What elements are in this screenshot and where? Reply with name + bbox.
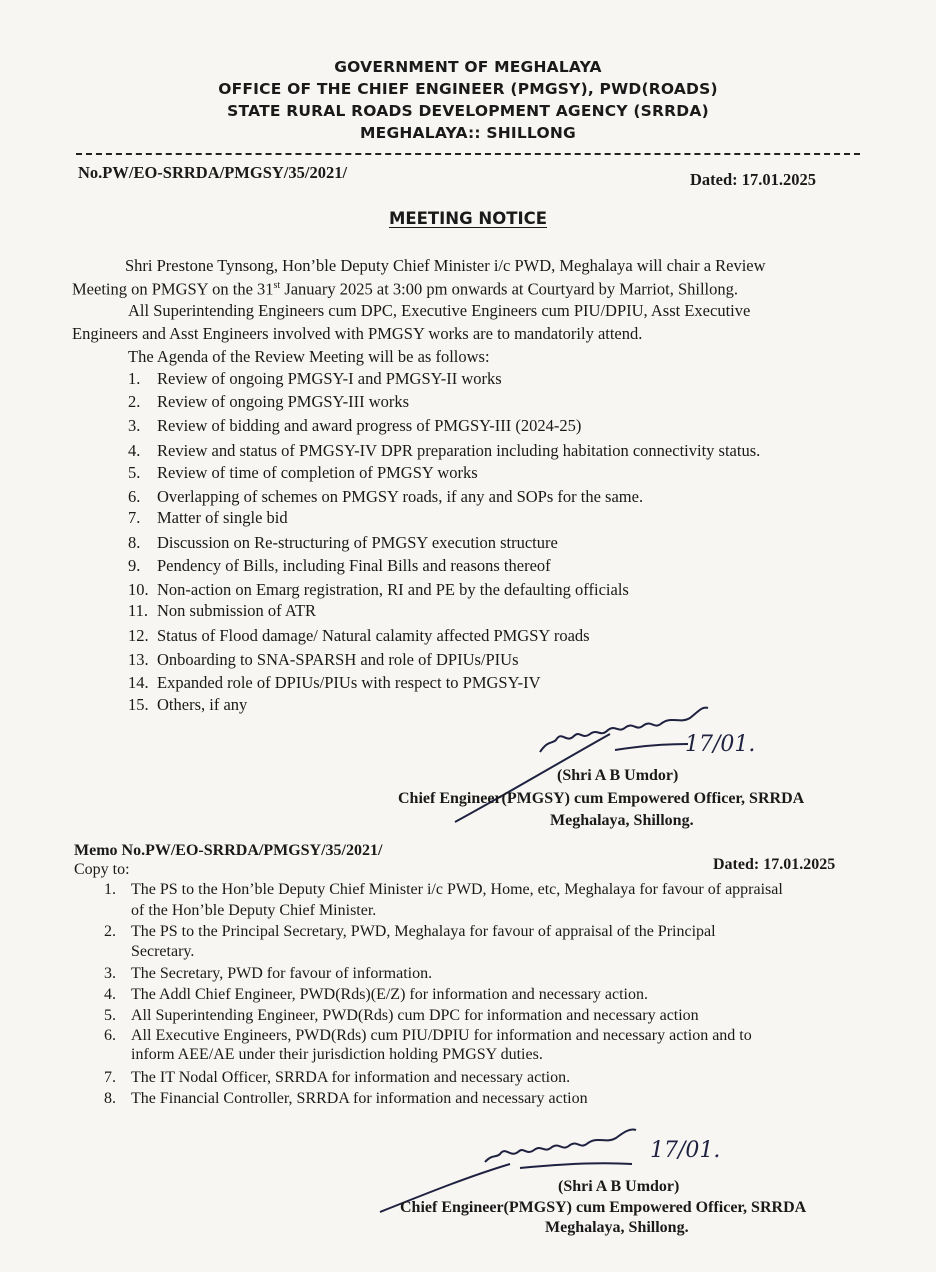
agenda-item: 6. Overlapping of schemes on PMGSY roads, if any and SOPs for the same. bbox=[128, 487, 644, 506]
para2-line1: All Superintending Engineers cum DPC, Executive Engineers cum PIU/DPIU, Asst Executive bbox=[128, 301, 751, 320]
agenda-item: 4. Review and status of PMGSY-IV DPR preparation including habitation connectivity status. bbox=[128, 441, 761, 460]
agenda-item: 9. Pendency of Bills, including Final Bills and reasons thereof bbox=[128, 556, 551, 575]
signature-image bbox=[440, 700, 780, 830]
memo-signature-date-handwritten: 17/01. bbox=[650, 1138, 721, 1163]
signatory-location: Meghalaya, Shillong. bbox=[550, 812, 694, 829]
header-office: OFFICE OF THE CHIEF ENGINEER (PMGSY), PWD(ROADS) bbox=[218, 80, 718, 98]
signature-date-handwritten: 17/01. bbox=[685, 732, 756, 757]
header-location: MEGHALAYA:: SHILLONG bbox=[360, 124, 576, 142]
para1-line2: Meeting on PMGSY on the 31st January 2025 at 3:00 pm onwards at Courtyard by Marriot, Shillong. bbox=[72, 279, 738, 299]
notice-title: MEETING NOTICE bbox=[388, 209, 548, 228]
agenda-item: 14. Expanded role of DPIUs/PIUs with respect to PMGSY-IV bbox=[128, 673, 541, 692]
memo-date: Dated: 17.01.2025 bbox=[713, 856, 836, 873]
para1-line1: Shri Prestone Tynsong, Hon’ble Deputy Chief Minister i/c PWD, Meghalaya will chair a Review bbox=[125, 256, 766, 275]
agenda-item: 7. Matter of single bid bbox=[128, 508, 288, 527]
memo-signatory-location: Meghalaya, Shillong. bbox=[545, 1219, 689, 1236]
agenda-item: 15. Others, if any bbox=[128, 695, 248, 714]
agenda-item: 2. Review of ongoing PMGSY-III works bbox=[128, 392, 410, 411]
header-agency: STATE RURAL ROADS DEVELOPMENT AGENCY (SRRDA) bbox=[227, 102, 709, 120]
memo-ref-number: Memo No.PW/EO-SRRDA/PMGSY/35/2021/ bbox=[74, 842, 383, 859]
memo-signatory-designation: Chief Engineer(PMGSY) cum Empowered Officer, SRRDA bbox=[400, 1199, 807, 1216]
signatory-name: (Shri A B Umdor) bbox=[557, 767, 679, 784]
agenda-item: 8. Discussion on Re-structuring of PMGSY execution structure bbox=[128, 533, 558, 552]
agenda-item: 12. Status of Flood damage/ Natural calamity affected PMGSY roads bbox=[128, 626, 590, 645]
signatory-designation: Chief Engineer(PMGSY) cum Empowered Officer, SRRDA bbox=[398, 790, 805, 807]
agenda-item: 13. Onboarding to SNA-SPARSH and role of DPIUs/PIUs bbox=[128, 650, 519, 669]
agenda-item: 10. Non-action on Emarg registration, RI and PE by the defaulting officials bbox=[128, 580, 629, 599]
para2-line2: Engineers and Asst Engineers involved with PMGSY works are to mandatorily attend. bbox=[72, 324, 643, 343]
memo-signatory-name: (Shri A B Umdor) bbox=[558, 1178, 680, 1195]
notice-ref-number: No.PW/EO-SRRDA/PMGSY/35/2021/ bbox=[78, 163, 348, 182]
agenda-item: 11. Non submission of ATR bbox=[128, 601, 317, 620]
agenda-item: 3. Review of bidding and award progress of PMGSY-III (2024-25) bbox=[128, 416, 582, 435]
agenda-item: 1. Review of ongoing PMGSY-I and PMGSY-II works bbox=[128, 369, 502, 388]
agenda-item: 5. Review of time of completion of PMGSY works bbox=[128, 463, 478, 482]
document-page: GOVERNMENT OF MEGHALAYA OFFICE OF THE CHIEF ENGINEER (PMGSY), PWD(ROADS) STATE RURAL ROADS DEVELOPMENT AGENCY (SRRDA) MEGHALAYA:: SHILLONG No.PW/EO-SRRDA/PMGSY/35/2021/ Dated: 17.01.2025 MEETING NOTICE Shri Prestone Tynsong, Hon’ble Deputy Chief Minister i/c PWD, Meghalaya will chair a Review Meeting on PMGSY on the 31st January 2025 at 3:00 pm onwards at Courtyard by Marriot, Shillong. All Superintending Engineers cum DPC, Executive Engineers cum PIU/DPIU, Asst Executive Engineers and Asst Engineers involved with PMGSY works are to mandatorily attend. The Agenda of the Review Meeting will be as follows: 1. Review of ongoing PMGSY-I and PMGSY-II works 2. Review of ongoing PMGSY-III works 3. Review of bidding and award progress of PMGSY-III (2024-25) 4. Review and status of PMGSY-IV DPR preparation including habitation connectivity status. 5. Review of time of completion of PMGSY works 6. Overlapping of schemes on PMGSY roads, if any and SOPs for the same. 7. Matter of single bid 8. Discussion on Re-structuring of PMGSY execution structure 9. Pendency of Bills, including Final Bills and reasons thereof 10. Non-action on Emarg registration, RI and PE by the defaulting officials 11. Non submission of ATR 12. Status of Flood damage/ Natural calamity affected PMGSY roads 13. Onboarding to SNA-SPARSH and role of DPIUs/PIUs 14. Expanded role of DPIUs/PIUs with respect to PMGSY-IV 15. Others, if any 17/01. (Shri A B Umdor) Chief Engineer(PMGSY) cum Empowered Officer, SRRDA Meghalaya, Shillong. Memo No.PW/EO-SRRDA/PMGSY/35/2021/ Copy to: Dated: 17.01.2025 1. The PS to the Hon’ble Deputy Chief Minister i/c PWD, Home, etc, Meghalaya for favour of appraisal of the Hon’ble Deputy Chief Minister. 2. The PS to the Principal Secretary, PWD, Meghalaya for favour of appraisal of the Principal Secretary. 3. The Secretary, PWD for favour of information. 4. The Addl Chief Engineer, PWD(Rds)(E/Z) for information and necessary action. 5. All Superintending Engineer, PWD(Rds) cum DPC for information and necessary action 6. All Executive Engineers, PWD(Rds) cum PIU/DPIU for information and necessary action and to inform AEE/AE under their jurisdiction holding PMGSY duties. 7. The IT Nodal Officer, SRRDA for information and necessary action. 8. The Financial Controller, SRRDA for information and necessary action 17/01. (Shri A B Umdor) Chief Engineer(PMGSY) cum Empowered Officer, SRRDA Meghalaya, Shillong. bbox=[0, 0, 936, 1272]
memo-copy-to: Copy to: bbox=[74, 861, 130, 878]
header-divider bbox=[76, 153, 860, 155]
agenda-intro: The Agenda of the Review Meeting will be as follows: bbox=[128, 347, 490, 366]
notice-date: Dated: 17.01.2025 bbox=[690, 170, 817, 189]
header-government: GOVERNMENT OF MEGHALAYA bbox=[334, 58, 602, 76]
